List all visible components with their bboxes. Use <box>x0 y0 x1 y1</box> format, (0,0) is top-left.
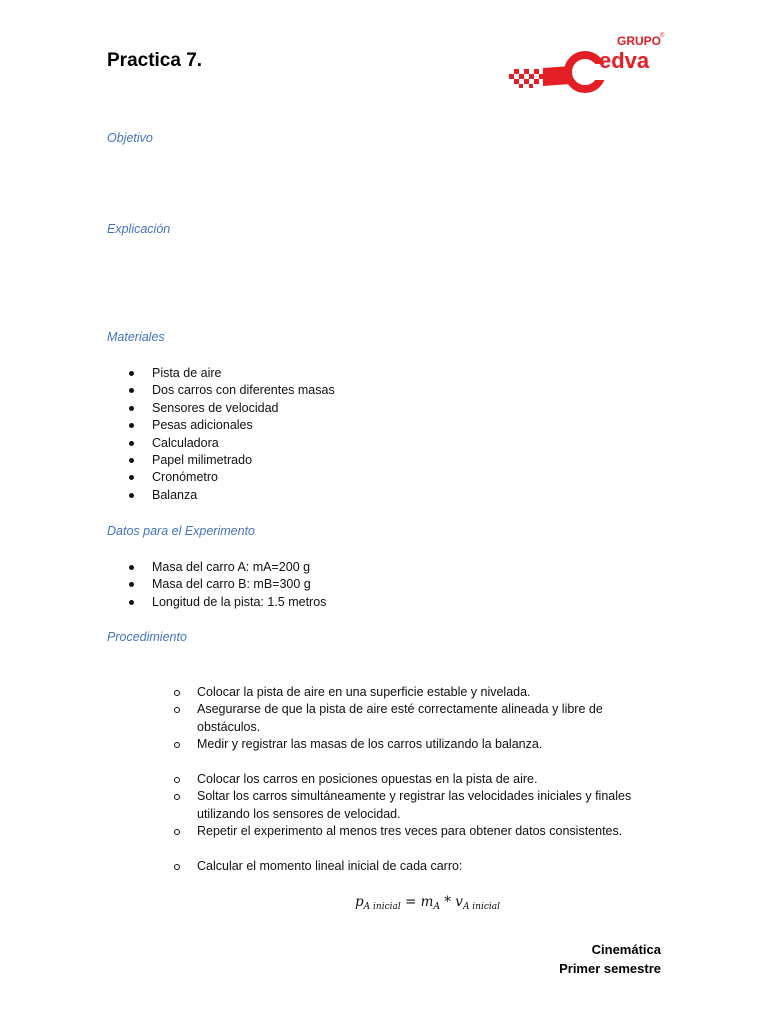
formula-p-symbol: p <box>355 894 364 910</box>
list-item: Medir y registrar las masas de los carros utilizando la balanza. <box>170 736 640 753</box>
bullet-icon <box>129 565 134 570</box>
bullet-icon <box>129 406 134 411</box>
section-heading-objetivo: Objetivo <box>107 131 153 145</box>
circle-bullet-icon <box>174 707 180 713</box>
footer-semester: Primer semestre <box>559 961 661 976</box>
list-item: Dos carros con diferentes masas <box>127 382 335 399</box>
circle-bullet-icon <box>174 794 180 800</box>
section-heading-datos: Datos para el Experimento <box>107 524 255 538</box>
page-title: Practica 7. <box>107 50 203 71</box>
formula-times: * <box>444 894 451 910</box>
circle-bullet-icon <box>174 829 180 835</box>
list-item: Pista de aire <box>127 365 335 382</box>
list-item: Repetir el experimento al menos tres veces para obtener datos consistentes. <box>170 823 640 840</box>
momentum-formula <box>355 894 500 912</box>
procedimiento-list-3 <box>170 858 640 875</box>
list-item: Sensores de velocidad <box>127 400 335 417</box>
formula-v-symbol: v <box>455 894 463 910</box>
section-heading-materiales: Materiales <box>107 330 165 344</box>
bullet-icon <box>129 371 134 376</box>
logo-grupo-text: GRUPO <box>617 34 662 48</box>
list-item: Soltar los carros simultáneamente y registrar las velocidades iniciales y finales utilizando los sensores de velocidad. <box>170 788 640 823</box>
circle-bullet-icon <box>174 864 180 870</box>
procedimiento-list-2 <box>170 771 640 841</box>
logo-edva-text: edva <box>599 48 650 73</box>
section-heading-procedimiento: Procedimiento <box>107 630 187 644</box>
list-item: Calcular el momento lineal inicial de cada carro: <box>170 858 640 875</box>
logo-registered-mark: ® <box>660 33 665 39</box>
bullet-icon <box>129 475 134 480</box>
footer-subject: Cinemática <box>591 942 661 957</box>
list-item: Colocar los carros en posiciones opuestas en la pista de aire. <box>170 771 640 788</box>
bullet-icon <box>129 441 134 446</box>
formula-equals: = <box>405 894 417 910</box>
list-item: Calculadora <box>127 435 335 452</box>
list-item: Pesas adicionales <box>127 417 335 434</box>
grupo-cedva-logo <box>505 28 665 94</box>
list-item: Asegurarse de que la pista de aire esté correctamente alineada y libre de obstáculos. <box>170 701 640 736</box>
formula-p-subscript: A inicial <box>363 902 401 912</box>
bullet-icon <box>129 493 134 498</box>
bullet-icon <box>129 600 134 605</box>
formula-m-subscript: A <box>433 902 440 912</box>
bullet-icon <box>129 458 134 463</box>
bullet-icon <box>129 582 134 587</box>
list-item: Cronómetro <box>127 469 335 486</box>
checkered-flag-icon <box>509 69 544 88</box>
list-item: Masa del carro B: mB=300 g <box>127 576 326 593</box>
circle-bullet-icon <box>174 777 180 783</box>
section-heading-explicacion: Explicación <box>107 222 171 236</box>
formula-v-subscript: A inicial <box>462 902 501 912</box>
bullet-icon <box>129 423 134 428</box>
formula-m-symbol: m <box>420 894 434 910</box>
materiales-list <box>127 365 335 504</box>
bullet-icon <box>129 388 134 393</box>
procedimiento-list-1 <box>170 684 640 754</box>
list-item: Masa del carro A: mA=200 g <box>127 559 326 576</box>
list-item: Longitud de la pista: 1.5 metros <box>127 594 326 611</box>
list-item: Papel milimetrado <box>127 452 335 469</box>
datos-list <box>127 559 326 611</box>
list-item: Balanza <box>127 487 335 504</box>
circle-bullet-icon <box>174 742 180 748</box>
list-item: Colocar la pista de aire en una superficie estable y nivelada. <box>170 684 640 701</box>
circle-bullet-icon <box>174 690 180 696</box>
